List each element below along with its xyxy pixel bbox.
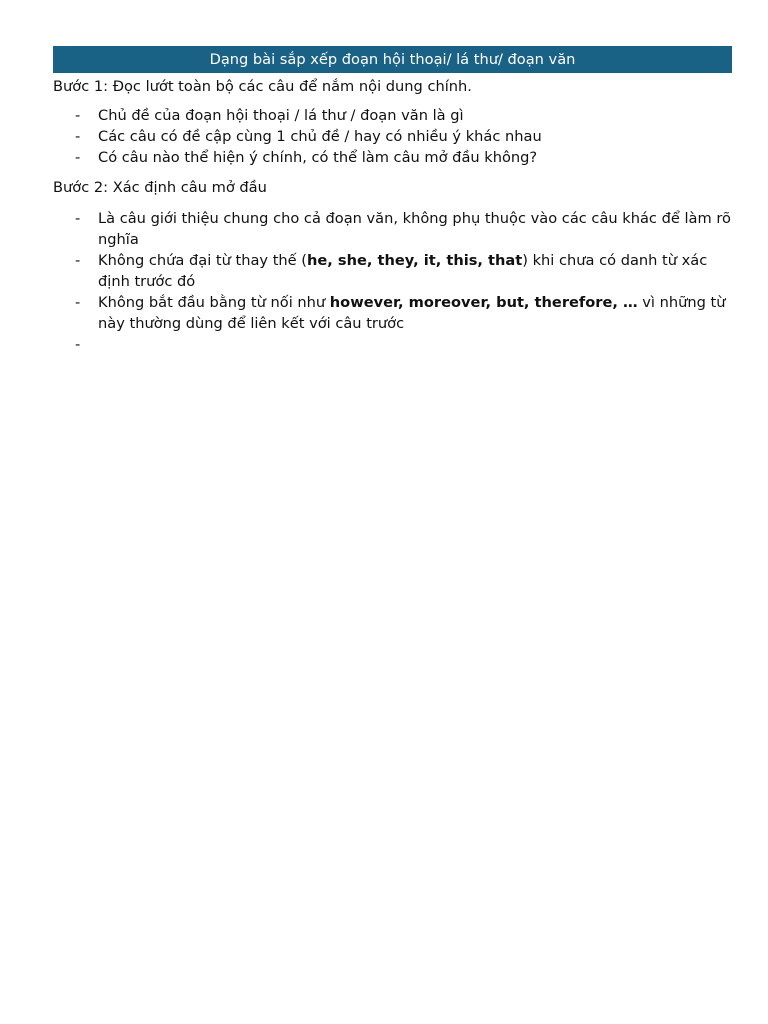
dash-bullet: - — [75, 128, 81, 145]
dash-bullet: - — [75, 336, 81, 353]
step1-list — [53, 105, 732, 168]
list-item: - Không bắt đầu bằng từ nối như however, moreover, but, therefore, … vì những từ này thường dùng để liên kết với câu trước — [75, 294, 726, 332]
connector-examples: however, moreover, but, therefore, … — [329, 294, 638, 311]
section-title-bar — [53, 46, 732, 73]
dash-bullet: - — [75, 107, 81, 124]
list-item: - Có câu nào thể hiện ý chính, có thể làm câu mở đầu không? — [75, 149, 538, 166]
dash-bullet: - — [75, 149, 81, 166]
dash-bullet: - — [75, 294, 81, 311]
pronoun-examples: he, she, they, it, this, that — [307, 252, 523, 269]
list-item: - Là câu giới thiệu chung cho cả đoạn văn, không phụ thuộc vào các câu khác để làm rõ nghĩa — [75, 210, 731, 248]
list-item-empty — [53, 334, 732, 355]
list-item: - Chủ đề của đoạn hội thoại / lá thư / đoạn văn là gì — [75, 107, 464, 124]
step2-heading: Bước 2: Xác định câu mở đầu — [53, 179, 267, 196]
step2-list — [53, 208, 732, 355]
dash-bullet: - — [75, 210, 81, 227]
list-item: - Các câu có đề cập cùng 1 chủ đề / hay có nhiều ý khác nhau — [75, 128, 542, 145]
section-title: Dạng bài sắp xếp đoạn hội thoại/ lá thư/ đoạn văn — [209, 51, 576, 68]
list-item: - Không chứa đại từ thay thế (he, she, they, it, this, that) khi chưa có danh từ xác định trước đó — [75, 252, 708, 290]
step1-heading: Bước 1: Đọc lướt toàn bộ các câu để nắm nội dung chính. — [53, 78, 472, 95]
dash-bullet: - — [75, 252, 81, 269]
document-page — [53, 46, 732, 355]
